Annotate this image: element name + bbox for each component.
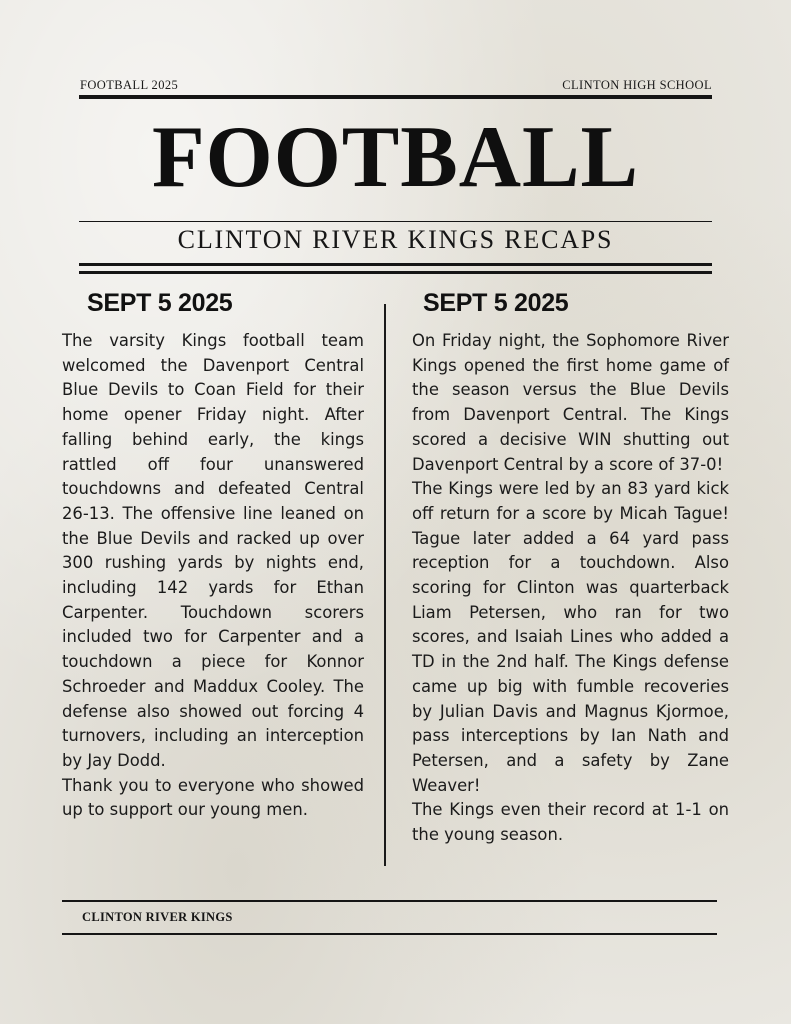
article-right-paragraph: On Friday night, the Sophomore River Kings opened the first home game of the season versus the Blue Devils from Davenport Central. The Kings scored a decisive WIN shutting out Davenport Central by a score of 37-0! — [412, 331, 729, 474]
masthead-title: FOOTBALL — [151, 109, 640, 206]
subtitle-bottom-rule-1 — [79, 263, 712, 266]
footer-bottom-rule — [62, 933, 717, 935]
article-right-paragraph: The Kings were led by an 83 yard kick off return for a score by Micah Tague! Tague later added a 64 yard pass reception for a touchdown. Also scoring for Clinton was quarterback Liam Petersen, who ran for two scores, and Isaiah Lines who added a TD in the 2nd half. The Kings defense came up big with fumble recoveries by Julian Davis and Magnus Kjormoe, pass interceptions by Ian Nath and Petersen, and a safety by Zane Weaver! — [412, 479, 729, 795]
column-divider — [384, 304, 386, 866]
article-right-body — [412, 329, 729, 848]
subtitle-top-rule — [79, 221, 712, 222]
masthead-subtitle: CLINTON RIVER KINGS RECAPS — [177, 225, 614, 254]
article-left-paragraph: Thank you to everyone who showed up to support our young men. — [62, 775, 364, 820]
article-left-paragraph: The varsity Kings football team welcomed the Davenport Central Blue Devils to Coan Field for their home opener Friday night. After falling behind early, the kings rattled off four unanswered touchdowns and defeated Central 26-13. The offensive line leaned on the Blue Devils and racked up over 300 rushing yards by nights end, including 142 yards for Ethan Carpenter. Touchdown scorers included two for Carpenter and a touchdown a piece for Konnor Schroeder and Maddux Cooley. The defense also showed out forcing 4 turnovers, including an interception by Jay Dodd. — [62, 331, 364, 770]
footer-top-rule — [62, 900, 717, 902]
top-thick-rule — [79, 95, 712, 99]
article-left-body — [62, 329, 364, 823]
article-left-headline: SEPT 5 2025 — [87, 289, 233, 317]
article-right-headline: SEPT 5 2025 — [423, 289, 569, 317]
header-left-label: FOOTBALL 2025 — [80, 78, 179, 92]
article-right-paragraph: The Kings even their record at 1-1 on the young season. — [412, 800, 729, 845]
footer-label: CLINTON RIVER KINGS — [82, 910, 233, 924]
subtitle-bottom-rule-2 — [79, 271, 712, 274]
header-right-label: CLINTON HIGH SCHOOL — [562, 78, 712, 92]
